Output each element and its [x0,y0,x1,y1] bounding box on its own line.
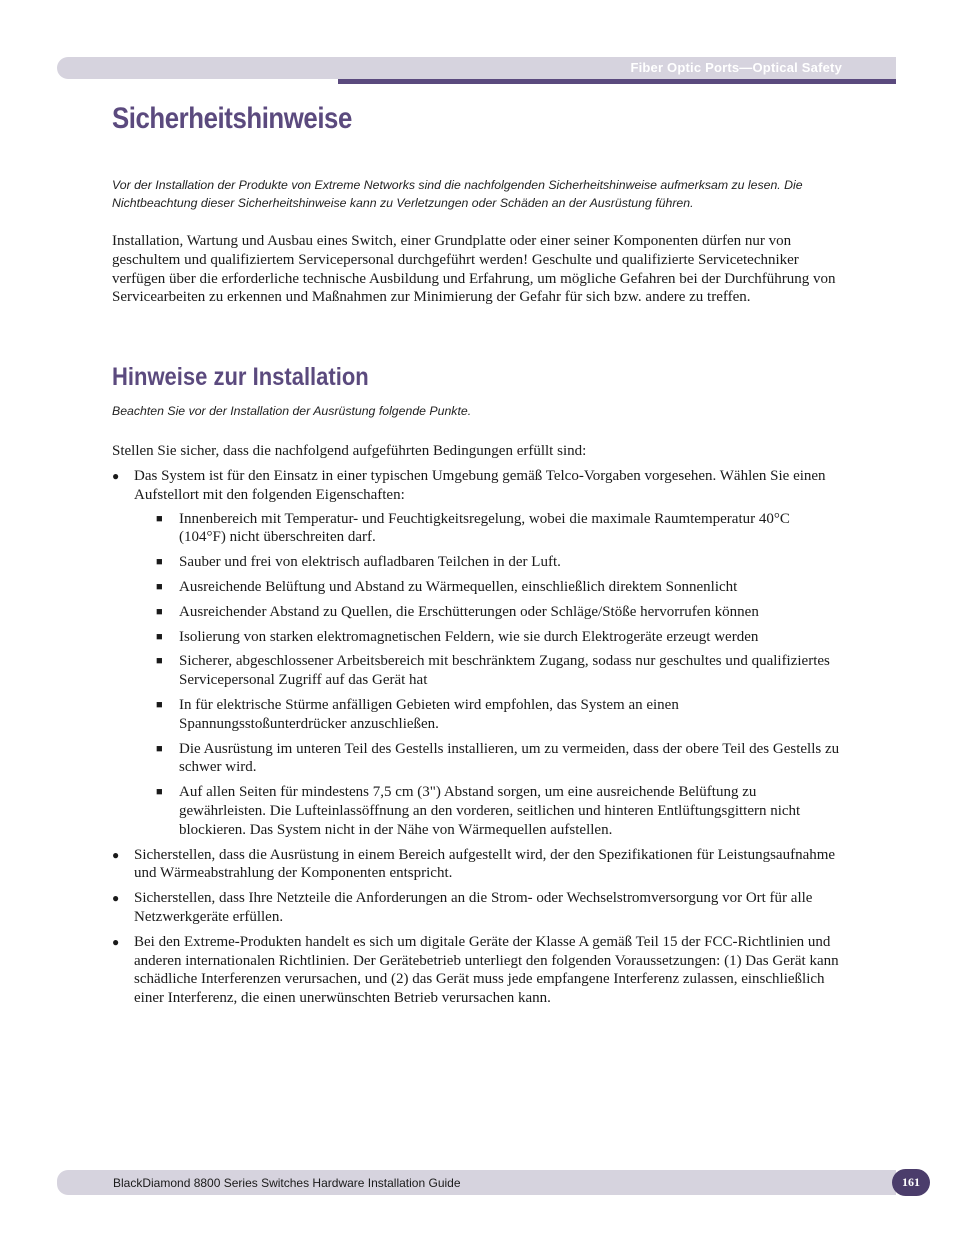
sub-list-item: ■ Die Ausrüstung im unteren Teil des Gestells installieren, um zu vermeiden, dass der obere Teil des Gestells zu schwer wird. [134,740,840,778]
intro-text: Vor der Installation der Produkte von Extreme Networks sind die nachfolgenden Sicherheitshinweise aufmerksam zu lesen. Die Nichtbeachtung dieser Sicherheitshinweise kann zu Verletzungen oder Schäden an der Ausrüstung führen. [112,178,803,210]
sub-list-item: ■ Sicherer, abgeschlossener Arbeitsbereich mit beschränktem Zugang, sodass nur geschultes und qualifiziertes Servicepersonal Zugriff auf das Gerät hat [134,652,840,690]
header-bar [57,57,896,79]
page-number-badge: 161 [892,1169,930,1196]
sub-list-item: ■ Innenbereich mit Temperatur- und Feuchtigkeitsregelung, wobei die maximale Raumtemperatur 40°C (104°F) nicht überschreiten darf. [134,510,840,548]
footer-bar [57,1170,896,1195]
conditions-list [112,467,840,1014]
sub-list-item: ■ Auf allen Seiten für mindestens 7,5 cm (3") Abstand sorgen, um eine ausreichende Belüftung zu gewährleisten. Die Lufteinlassöffnung an den vorderen, seitlichen und hinteren Entlüftungsgittern nicht blockieren. Das System nicht in der Nähe von Wärmequellen aufstellen. [134,783,840,839]
sub-list-item: ■ Ausreichende Belüftung und Abstand zu Wärmequellen, einschließlich direktem Sonnenlicht [134,578,840,597]
footer-guide-title: BlackDiamond 8800 Series Switches Hardware Installation Guide [113,1176,461,1190]
section-title: Hinweise zur Installation [112,363,369,391]
sub-list-item: ■ In für elektrische Stürme anfälligen Gebieten wird empfohlen, das System an einen Spannungsstoßunterdrücker anzuschließen. [134,696,840,734]
page-title: Sicherheitshinweise [112,102,352,135]
running-header: Fiber Optic Ports—Optical Safety [630,60,842,75]
list-item-text: Das System ist für den Einsatz in einer typischen Umgebung gemäß Telco-Vorgaben vorgesehen. Wählen Sie einen Aufstellort mit den folgenden Eigenschaften: [134,468,826,503]
header-rule [338,79,896,84]
sub-list-item: ■ Ausreichender Abstand zu Quellen, die Erschütterungen oder Schläge/Stöße hervorrufen können [134,603,840,622]
list-item [112,467,840,840]
site-requirements-list [134,510,840,840]
sub-list-item: ■ Sauber und frei von elektrisch aufladbaren Teilchen in der Luft. [134,553,840,572]
section-intro: Beachten Sie vor der Installation der Ausrüstung folgende Punkte. [112,404,472,418]
list-item: ● Sicherstellen, dass Ihre Netzteile die Anforderungen an die Strom- oder Wechselstromversorgung vor Ort für alle Netzwerkgeräte erfüllen. [112,889,840,927]
section-lead: Stellen Sie sicher, dass die nachfolgend aufgeführten Bedingungen erfüllt sind: [112,443,587,459]
list-item: ● Sicherstellen, dass die Ausrüstung in einem Bereich aufgestellt wird, der den Spezifikationen für Leistungsaufnahme und Wärmeabstrahlung der Komponenten entspricht. [112,846,840,884]
body-paragraph: Installation, Wartung und Ausbau eines Switch, einer Grundplatte oder einer seiner Komponenten dürfen nur von geschultem und qualifiziertem Servicepersonal durchgeführt werden! Geschulte und qualifizierte Servicetechniker verfügen über die erforderliche technische Ausbildung und Erfahrung, um mögliche Gefahren bei der Durchführung von Servicearbeiten zu erkennen und Maßnahmen zur Minimierung der Gefahr für sich bzw. andere zu treffen. [112,233,836,306]
list-item: ● Bei den Extreme-Produkten handelt es sich um digitale Geräte der Klasse A gemäß Teil 15 der FCC-Richtlinien und anderen internationalen Richtlinien. Der Gerätebetrieb unterliegt den folgenden Voraussetzungen: (1) Das Gerät kann schädliche Interferenzen verursachen, und (2) das Gerät muss jede empfangene Interferenz zulassen, einschließlich einer Interferenz, die einen unerwünschten Betrieb verursachen kann. [112,933,840,1008]
sub-list-item: ■ Isolierung von starken elektromagnetischen Feldern, wie sie durch Elektrogeräte erzeugt werden [134,628,840,647]
